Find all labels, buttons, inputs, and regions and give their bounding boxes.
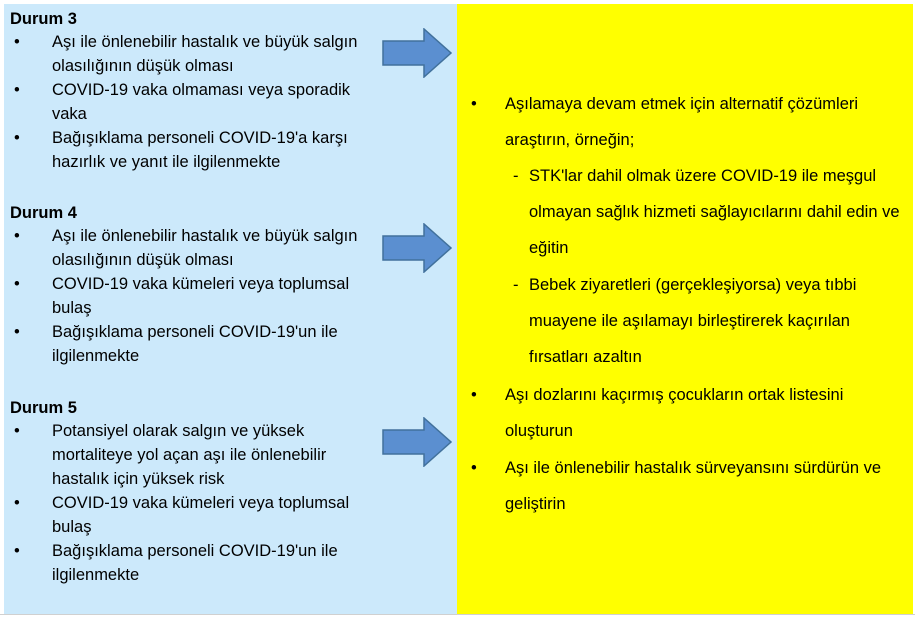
sub-list-item: - STK'lar dahil olmak üzere COVID-19 ile meşgul olmayan sağlık hizmeti sağlayıcılarını dahil edin ve eğitin (513, 167, 900, 257)
list-item: • Aşılamaya devam etmek için alternatif çözümleri araştırın, örneğin; (471, 95, 859, 149)
case-3 (10, 8, 370, 174)
list-item: • COVID-19 vaka olmaması veya sporadik vaka (14, 81, 351, 123)
list-item: • COVID-19 vaka kümeleri veya toplumsal bulaş (14, 275, 350, 317)
list-item: • COVID-19 vaka kümeleri veya toplumsal bulaş (14, 494, 350, 536)
case-4 (10, 202, 370, 368)
list-item: • Aşı ile önlenebilir hastalık ve büyük salgın olasılığının düşük olması (14, 227, 358, 269)
sub-list-item: - Bebek ziyaretleri (gerçekleşiyorsa) veya tıbbi muayene ile aşılamayı birleştirerek kaçırılan fırsatları azaltın (513, 276, 857, 366)
list-item: • Aşı ile önlenebilir hastalık sürveyansını sürdürün ve geliştirin (471, 459, 882, 513)
case-title: Durum 4 (10, 204, 77, 222)
right-arrow-icon (382, 223, 452, 273)
list-item: • Potansiyel olarak salgın ve yüksek mortaliteye yol açan aşı ile önlenebilir hastalık için yüksek risk (14, 422, 327, 488)
list-item: • Bağışıklama personeli COVID-19'a karşı hazırlık ve yanıt ile ilgilenmekte (14, 129, 348, 171)
bottom-border (0, 614, 915, 615)
right-arrow-icon (382, 417, 452, 467)
list-item: • Bağışıklama personeli COVID-19'un ile ilgilenmekte (14, 542, 338, 584)
case-title: Durum 5 (10, 399, 77, 417)
list-item: • Aşı ile önlenebilir hastalık ve büyük salgın olasılığının düşük olması (14, 33, 358, 75)
case-title: Durum 3 (10, 10, 77, 28)
list-item: • Bağışıklama personeli COVID-19'un ile ilgilenmekte (14, 323, 338, 365)
list-item: • Aşı dozlarını kaçırmış çocukların ortak listesini oluşturun (471, 386, 844, 440)
case-5 (10, 397, 370, 587)
right-arrow-icon (382, 28, 452, 78)
